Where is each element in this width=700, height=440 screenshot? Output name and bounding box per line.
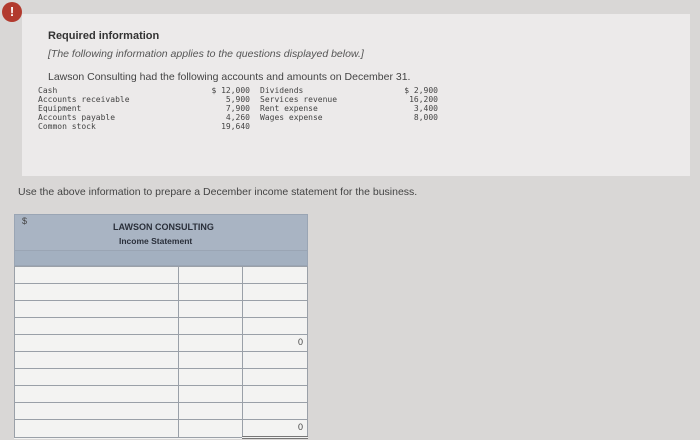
statement-header (14, 214, 308, 251)
amount-cell[interactable] (179, 284, 242, 301)
accounts-left-values (196, 86, 250, 131)
subtotal-value: 0 (297, 337, 303, 347)
label-cell[interactable] (15, 284, 179, 301)
date-row[interactable] (14, 251, 308, 266)
account-name: Dividends (260, 86, 304, 95)
info-note: [The following information applies to the questions displayed below.] (48, 48, 364, 60)
label-cell[interactable] (15, 318, 179, 335)
accounts-right-values (386, 86, 438, 122)
account-value: 7,900 (225, 104, 250, 113)
total-cell[interactable] (242, 284, 307, 301)
amount-cell[interactable] (179, 369, 242, 386)
label-cell[interactable] (15, 301, 179, 318)
total-cell[interactable] (242, 352, 307, 369)
table-row (15, 369, 308, 386)
table-row (15, 284, 308, 301)
account-name: Services revenue (260, 95, 338, 104)
accounts-right-names (260, 86, 337, 122)
account-name: Common stock (38, 122, 96, 131)
account-name: Accounts payable (38, 113, 116, 122)
label-cell[interactable] (15, 369, 179, 386)
total-cell[interactable] (242, 318, 307, 335)
dollar-sign: $ (22, 216, 28, 226)
amount-cell[interactable] (179, 403, 242, 420)
table-row (15, 352, 308, 369)
amount-cell[interactable] (179, 420, 242, 438)
table-row (15, 420, 308, 438)
total-value: 0 (297, 422, 303, 432)
total-cell[interactable] (242, 386, 307, 403)
account-name: Wages expense (260, 113, 323, 122)
table-row (15, 403, 308, 420)
account-value: 19,640 (221, 122, 250, 131)
account-name: Rent expense (260, 104, 318, 113)
alert-icon: ! (2, 2, 22, 22)
total-cell[interactable] (242, 369, 307, 386)
account-name: Equipment (38, 104, 82, 113)
table-row (15, 267, 308, 284)
label-cell[interactable] (15, 420, 179, 438)
total-cell (242, 420, 307, 438)
label-cell[interactable] (15, 386, 179, 403)
account-value: 4,260 (225, 113, 250, 122)
amount-cell[interactable] (179, 352, 242, 369)
table-row (15, 335, 308, 352)
label-cell[interactable] (15, 267, 179, 284)
table-row (15, 301, 308, 318)
total-cell[interactable] (242, 267, 307, 284)
statement-title: Income Statement (119, 236, 193, 246)
income-statement (14, 214, 308, 439)
total-cell (242, 335, 307, 352)
account-name: Cash (38, 86, 58, 95)
account-value: 16,200 (409, 95, 438, 104)
label-cell[interactable] (15, 335, 179, 352)
account-name: Accounts receivable (38, 95, 130, 104)
table-row (15, 318, 308, 335)
amount-cell[interactable] (179, 386, 242, 403)
amount-cell[interactable] (179, 301, 242, 318)
total-cell[interactable] (242, 403, 307, 420)
account-value: 3,400 (413, 104, 438, 113)
total-cell[interactable] (242, 301, 307, 318)
label-cell[interactable] (15, 403, 179, 420)
amount-cell[interactable] (179, 267, 242, 284)
account-value: $ 12,000 (211, 86, 250, 95)
label-cell[interactable] (15, 352, 179, 369)
account-value: 5,900 (225, 95, 250, 104)
amount-cell[interactable] (179, 318, 242, 335)
account-value: $ 2,900 (404, 86, 438, 95)
instruction-text: Use the above information to prepare a December income statement for the business. (18, 186, 418, 198)
company-name: LAWSON CONSULTING (113, 222, 214, 232)
required-info-title: Required information (48, 30, 160, 42)
intro-text: Lawson Consulting had the following accounts and amounts on December 31. (48, 71, 411, 83)
account-value: 8,000 (413, 113, 438, 122)
accounts-left-names (38, 86, 130, 131)
table-row (15, 386, 308, 403)
